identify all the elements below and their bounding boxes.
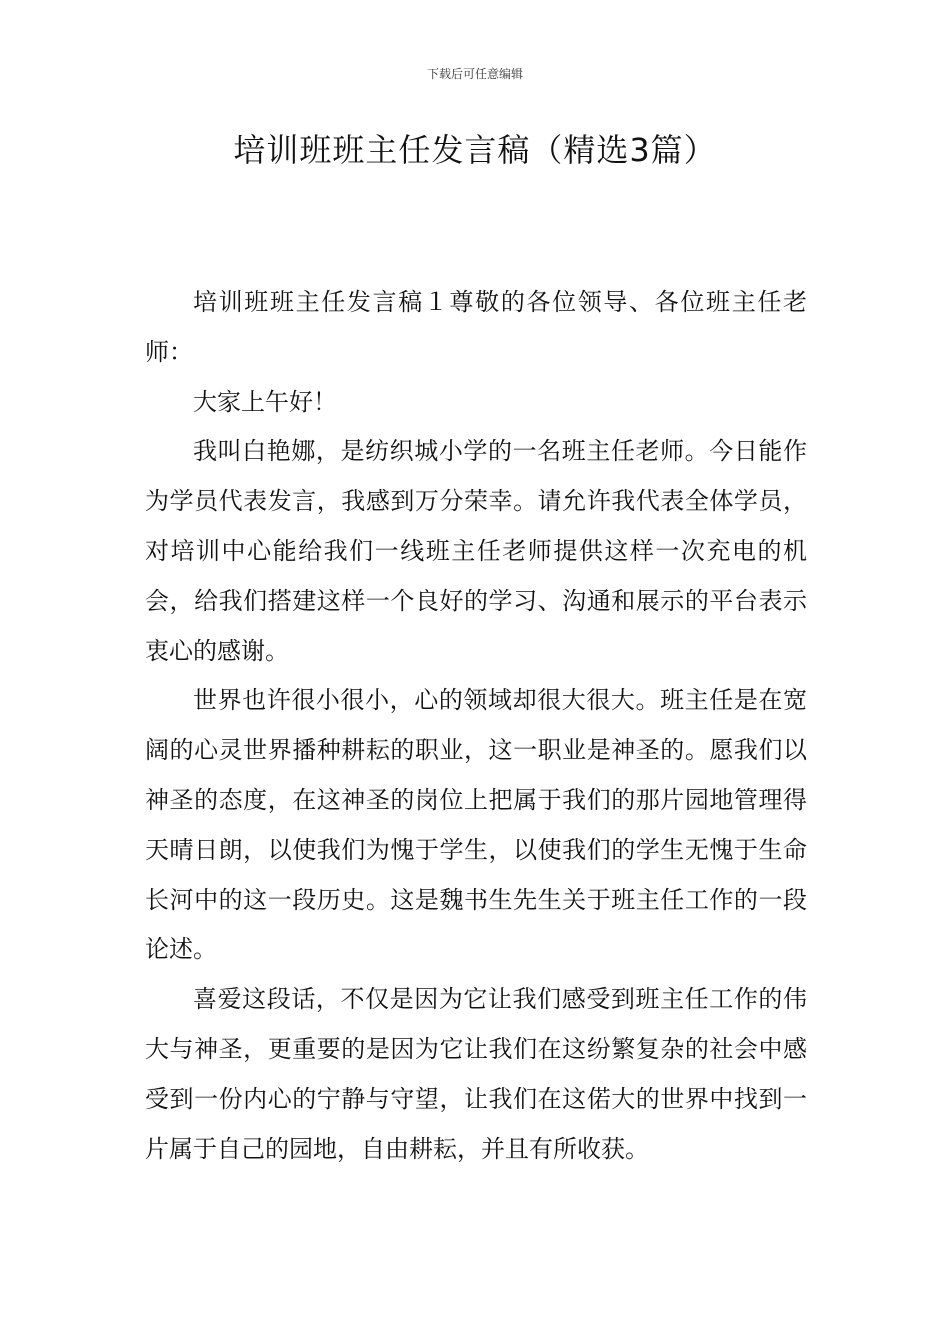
paragraph-greeting: 培训班班主任发言稿１尊敬的各位领导、各位班主任老师： [145, 288, 807, 366]
paragraph-salutation: 大家上午好！ [193, 387, 337, 416]
paragraph-quote: 世界也许很小很小，心的领域却很大很大。班主任是在宽阔的心灵世界播种耕耘的职业，这一职业是神圣的。愿我们以神圣的态度，在这神圣的岗位上把属于我们的那片园地管理得天晴日朗，以使我们为愧于学生，以使我们的学生无愧于生命长河中的这一段历史。这是魏书生先生关于班主任工作的一段论述。 [145, 686, 807, 964]
header-note: 下载后可任意编辑 [426, 67, 523, 81]
document-body [145, 278, 807, 1174]
paragraph-introduction: 我叫白艳娜，是纺织城小学的一名班主任老师。今日能作为学员代表发言，我感到万分荣幸。请允许我代表全体学员，对培训中心能给我们一线班主任老师提供这样一次充电的机会，给我们搭建这样一个良好的学习、沟通和展示的平台表示衷心的感谢。 [145, 437, 807, 665]
document-title: 培训班班主任发言稿（精选3篇） [233, 131, 717, 169]
paragraph-reflection: 喜爱这段话，不仅是因为它让我们感受到班主任工作的伟大与神圣，更重要的是因为它让我们在这纷繁复杂的社会中感受到一份内心的宁静与守望，让我们在这偌大的世界中找到一片属于自己的园地，自由耕耘，并且有所收获。 [145, 985, 807, 1163]
